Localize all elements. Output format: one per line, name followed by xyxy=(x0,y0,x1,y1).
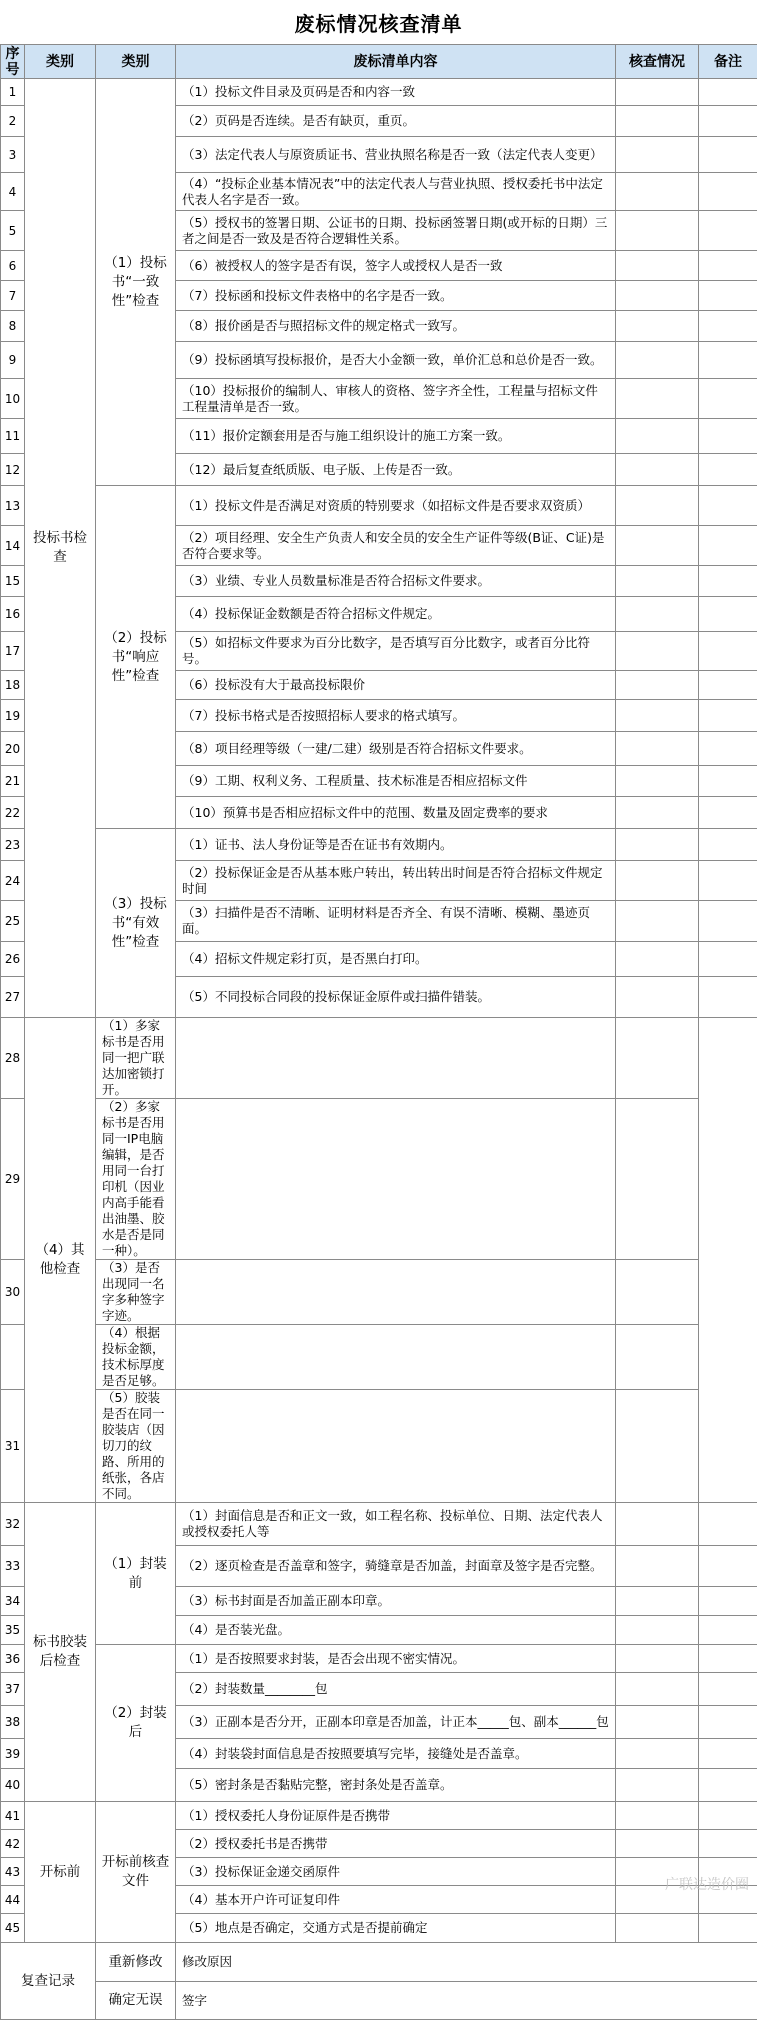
checklist-item-text: （3）法定代表人与原资质证书、营业执照名称是否一致（法定代表人变更） xyxy=(176,137,616,173)
checklist-item-text: （1）授权委托人身份证原件是否携带 xyxy=(176,1802,616,1830)
table-row xyxy=(1,1390,757,1503)
remark-cell[interactable] xyxy=(699,1673,757,1706)
row-number: 15 xyxy=(1,566,25,597)
check-status-cell[interactable] xyxy=(616,1546,699,1587)
checklist-item-text: （7）投标书格式是否按照招标人要求的格式填写。 xyxy=(176,700,616,732)
row-number: 38 xyxy=(1,1706,25,1739)
checklist-item-text: （12）最后复查纸质版、电子版、上传是否一致。 xyxy=(176,454,616,486)
remark-cell[interactable] xyxy=(699,454,757,486)
subgroup-label-responsiveness: （2）投标书“响应性”检查 xyxy=(96,486,176,829)
check-status-cell[interactable] xyxy=(616,861,699,901)
checklist-item-text: （3）投标保证金递交函原件 xyxy=(176,1858,616,1886)
review-signature-cell[interactable]: 签字 xyxy=(176,1982,757,2020)
check-status-cell[interactable] xyxy=(616,732,699,766)
remark-cell[interactable] xyxy=(699,766,757,797)
table-row xyxy=(1,1018,757,1099)
check-status-cell[interactable] xyxy=(616,342,699,379)
row-number: 13 xyxy=(1,486,25,526)
check-status-cell[interactable] xyxy=(616,1769,699,1802)
checklist-item-text: （2）逐页检查是否盖章和签字，骑缝章是否加盖，封面章及签字是否完整。 xyxy=(176,1546,616,1587)
header-category-1: 类别 xyxy=(25,45,96,79)
remark-cell[interactable] xyxy=(699,1587,757,1616)
check-status-cell[interactable] xyxy=(616,1587,699,1616)
row-number: 39 xyxy=(1,1739,25,1769)
row-number: 43 xyxy=(1,1858,25,1886)
check-status-cell[interactable] xyxy=(616,829,699,861)
remark-cell[interactable] xyxy=(699,281,757,311)
group-label-review-record: 复查记录 xyxy=(1,1943,96,2020)
checklist-item-text: （10）预算书是否相应招标文件中的范围、数量及固定费率的要求 xyxy=(176,797,616,829)
row-number: 7 xyxy=(1,281,25,311)
checklist-item-text: （2）投标保证金是否从基本账户转出，转出转出时间是否符合招标文件规定时间 xyxy=(176,861,616,901)
row-number: 25 xyxy=(1,901,25,942)
row-number: 31 xyxy=(1,1390,25,1503)
remark-cell[interactable] xyxy=(699,106,757,137)
row-number: 8 xyxy=(1,311,25,342)
check-status-cell[interactable] xyxy=(616,79,699,106)
review-reason-cell[interactable]: 修改原因 xyxy=(176,1943,757,1982)
subgroup-label-other: （4）其他检查 xyxy=(25,1018,96,1503)
check-status-cell[interactable] xyxy=(616,1914,699,1943)
checklist-item-text: （4）基本开户许可证复印件 xyxy=(176,1886,616,1914)
row-number: 6 xyxy=(1,251,25,281)
check-status-cell[interactable] xyxy=(176,1099,616,1260)
row-number: 28 xyxy=(1,1018,25,1099)
remark-cell[interactable] xyxy=(699,829,757,861)
remark-cell[interactable] xyxy=(616,1018,699,1099)
check-status-cell[interactable] xyxy=(616,632,699,671)
remark-cell[interactable] xyxy=(699,1914,757,1943)
table-row xyxy=(1,486,757,526)
row-number: 5 xyxy=(1,211,25,251)
remark-cell[interactable] xyxy=(699,211,757,251)
row-number: 12 xyxy=(1,454,25,486)
subgroup-label-validity: （3）投标书“有效性”检查 xyxy=(96,829,176,1018)
check-status-cell[interactable] xyxy=(616,597,699,632)
checklist-item-text: （2）封装数量________包 xyxy=(176,1673,616,1706)
row-number: 34 xyxy=(1,1587,25,1616)
checklist-table xyxy=(0,44,757,2020)
table-row xyxy=(1,1802,757,1830)
row-number: 11 xyxy=(1,419,25,454)
row-number: 14 xyxy=(1,526,25,566)
checklist-item-text: （10）投标报价的编制人、审核人的资格、签字齐全性，工程量与招标文件工程量清单是否一致。 xyxy=(176,379,616,419)
table-row xyxy=(1,1645,757,1673)
remark-cell[interactable] xyxy=(699,566,757,597)
row-number: 10 xyxy=(1,379,25,419)
row-number: 19 xyxy=(1,700,25,732)
checklist-item-text: （9）投标函填写投标报价，是否大小金额一致，单价汇总和总价是否一致。 xyxy=(176,342,616,379)
group-label-bid-check: 投标书检查 xyxy=(25,79,96,1018)
table-row xyxy=(1,1325,757,1390)
header-remark: 备注 xyxy=(699,45,757,79)
table-row xyxy=(1,829,757,861)
checklist-item-text: （4）是否装光盘。 xyxy=(176,1616,616,1645)
remark-cell[interactable] xyxy=(699,671,757,700)
row-number: 22 xyxy=(1,797,25,829)
check-status-cell[interactable] xyxy=(176,1390,616,1503)
header-row xyxy=(1,45,757,79)
row-number: 3 xyxy=(1,137,25,173)
row-number: 20 xyxy=(1,732,25,766)
checklist-item-text: （6）投标没有大于最高投标限价 xyxy=(176,671,616,700)
check-status-cell[interactable] xyxy=(616,942,699,977)
check-status-cell[interactable] xyxy=(616,173,699,211)
remark-cell[interactable] xyxy=(699,251,757,281)
checklist-item-text: （1）封面信息是否和正文一致，如工程名称、投标单位、日期、法定代表人或授权委托人等 xyxy=(176,1503,616,1546)
remark-cell[interactable] xyxy=(699,311,757,342)
page-title: 废标情况核查清单 xyxy=(0,0,757,44)
row-number: 18 xyxy=(1,671,25,700)
review-row xyxy=(1,1982,757,2020)
table-row xyxy=(1,1503,757,1546)
checklist-item-text: （4）投标保证金数额是否符合招标文件规定。 xyxy=(176,597,616,632)
checklist-item-text: （4）招标文件规定彩打页，是否黑白打印。 xyxy=(176,942,616,977)
remark-cell[interactable] xyxy=(699,419,757,454)
checklist-item-text: （3）业绩、专业人员数量标准是否符合招标文件要求。 xyxy=(176,566,616,597)
remark-cell[interactable] xyxy=(699,942,757,977)
group-label-post-binding: 标书胶装后检查 xyxy=(25,1503,96,1802)
checklist-item-text: （1）多家标书是否用同一把广联达加密锁打开。 xyxy=(96,1018,176,1099)
row-number: 26 xyxy=(1,942,25,977)
remark-cell[interactable] xyxy=(699,1546,757,1587)
remark-cell[interactable] xyxy=(699,797,757,829)
checklist-item-text: （3）是否出现同一名字多种签字字迹。 xyxy=(96,1260,176,1325)
checklist-item-text: （8）报价函是否与照招标文件的规定格式一致写。 xyxy=(176,311,616,342)
checklist-item-text: （9）工期、权利义务、工程质量、技术标准是否相应招标文件 xyxy=(176,766,616,797)
remark-cell[interactable] xyxy=(699,597,757,632)
checklist-body xyxy=(1,79,757,2020)
remark-cell[interactable] xyxy=(699,79,757,106)
row-number xyxy=(1,1325,25,1390)
remark-cell[interactable] xyxy=(699,700,757,732)
row-number: 16 xyxy=(1,597,25,632)
check-status-cell[interactable] xyxy=(176,1018,616,1099)
check-status-cell[interactable] xyxy=(616,1645,699,1673)
remark-cell[interactable] xyxy=(699,1616,757,1645)
row-number: 44 xyxy=(1,1886,25,1914)
check-status-cell[interactable] xyxy=(616,1706,699,1739)
remark-cell[interactable] xyxy=(699,1769,757,1802)
row-number: 9 xyxy=(1,342,25,379)
subgroup-label-after-sealing: （2）封装后 xyxy=(96,1645,176,1802)
checklist-item-text: （2）页码是否连续。是否有缺页，重页。 xyxy=(176,106,616,137)
header-no: 序号 xyxy=(1,45,25,79)
row-number: 4 xyxy=(1,173,25,211)
remark-cell[interactable] xyxy=(699,1830,757,1858)
row-number: 45 xyxy=(1,1914,25,1943)
row-number: 24 xyxy=(1,861,25,901)
checklist-item-text: （5）胶装是否在同一胶装店（因切刀的纹路、所用的纸张，各店不同。 xyxy=(96,1390,176,1503)
row-number: 37 xyxy=(1,1673,25,1706)
row-number: 33 xyxy=(1,1546,25,1587)
row-number: 35 xyxy=(1,1616,25,1645)
remark-cell[interactable] xyxy=(699,901,757,942)
row-number: 32 xyxy=(1,1503,25,1546)
checklist-item-text: （1）证书、法人身份证等是否在证书有效期内。 xyxy=(176,829,616,861)
check-status-cell[interactable] xyxy=(616,700,699,732)
check-status-cell[interactable] xyxy=(616,977,699,1018)
remark-cell[interactable] xyxy=(699,486,757,526)
row-number: 42 xyxy=(1,1830,25,1858)
table-row xyxy=(1,1260,757,1325)
watermark: 广联达造价圈 xyxy=(665,1874,749,1894)
row-number: 27 xyxy=(1,977,25,1018)
remark-cell[interactable] xyxy=(699,1645,757,1673)
remark-cell[interactable] xyxy=(616,1390,699,1503)
header-content: 废标清单内容 xyxy=(176,45,616,79)
row-number: 21 xyxy=(1,766,25,797)
review-row xyxy=(1,1943,757,1982)
checklist-item-text: （11）报价定额套用是否与施工组织设计的施工方案一致。 xyxy=(176,419,616,454)
remark-cell[interactable] xyxy=(699,977,757,1018)
subgroup-label-opening-files: 开标前核查文件 xyxy=(96,1802,176,1943)
row-number: 41 xyxy=(1,1802,25,1830)
remark-cell[interactable] xyxy=(699,732,757,766)
remark-cell[interactable] xyxy=(699,526,757,566)
remark-cell[interactable] xyxy=(699,1802,757,1830)
row-number: 17 xyxy=(1,632,25,671)
group-label-before-opening: 开标前 xyxy=(25,1802,96,1943)
checklist-item-text: （3）正副本是否分开，正副本印章是否加盖，计正本_____包、副本______包 xyxy=(176,1706,616,1739)
check-status-cell[interactable] xyxy=(616,454,699,486)
remark-cell[interactable] xyxy=(699,342,757,379)
row-number: 30 xyxy=(1,1260,25,1325)
remark-cell[interactable] xyxy=(699,137,757,173)
check-status-cell[interactable] xyxy=(616,1503,699,1546)
check-status-cell[interactable] xyxy=(616,671,699,700)
remark-cell[interactable] xyxy=(616,1099,699,1260)
check-status-cell[interactable] xyxy=(616,1830,699,1858)
check-status-cell[interactable] xyxy=(616,137,699,173)
checklist-item-text: （4）根据投标金额，技术标厚度是否足够。 xyxy=(96,1325,176,1390)
checklist-item-text: （8）项目经理等级（一建/二建）级别是否符合招标文件要求。 xyxy=(176,732,616,766)
checklist-item-text: （2）项目经理、安全生产负责人和安全员的安全生产证件等级(B证、C证)是否符合要求等。 xyxy=(176,526,616,566)
checklist-item-text: （5）授权书的签署日期、公证书的日期、投标函签署日期(或开标的日期）三者之间是否一致及是否符合逻辑性关系。 xyxy=(176,211,616,251)
check-status-cell[interactable] xyxy=(176,1325,616,1390)
check-status-cell[interactable] xyxy=(616,566,699,597)
check-status-cell[interactable] xyxy=(616,901,699,942)
row-number: 1 xyxy=(1,79,25,106)
check-status-cell[interactable] xyxy=(616,1616,699,1645)
check-status-cell[interactable] xyxy=(616,251,699,281)
row-number: 36 xyxy=(1,1645,25,1673)
checklist-item-text: （1）投标文件是否满足对资质的特别要求（如招标文件是否要求双资质） xyxy=(176,486,616,526)
check-status-cell[interactable] xyxy=(616,379,699,419)
table-row xyxy=(1,79,757,106)
checklist-item-text: （3）扫描件是否不清晰、证明材料是否齐全、有误不清晰、模糊、墨迹页面。 xyxy=(176,901,616,942)
check-status-cell[interactable] xyxy=(616,106,699,137)
checklist-item-text: （6）被授权人的签字是否有误，签字人或授权人是否一致 xyxy=(176,251,616,281)
check-status-cell[interactable] xyxy=(616,281,699,311)
check-status-cell[interactable] xyxy=(616,797,699,829)
subgroup-label-before-sealing: （1）封装前 xyxy=(96,1503,176,1645)
remark-cell[interactable] xyxy=(699,1706,757,1739)
checklist-item-text: （5）地点是否确定，交通方式是否提前确定 xyxy=(176,1914,616,1943)
header-check-status: 核查情况 xyxy=(616,45,699,79)
header-category-2: 类别 xyxy=(96,45,176,79)
review-label-confirm: 确定无误 xyxy=(96,1982,176,2020)
check-status-cell[interactable] xyxy=(616,1802,699,1830)
remark-cell[interactable] xyxy=(699,632,757,671)
check-status-cell[interactable] xyxy=(616,1739,699,1769)
remark-cell[interactable] xyxy=(699,861,757,901)
remark-cell[interactable] xyxy=(699,1503,757,1546)
review-label-modify: 重新修改 xyxy=(96,1943,176,1982)
row-number: 2 xyxy=(1,106,25,137)
check-status-cell[interactable] xyxy=(616,211,699,251)
check-status-cell[interactable] xyxy=(616,419,699,454)
check-status-cell[interactable] xyxy=(616,1673,699,1706)
remark-cell[interactable] xyxy=(616,1260,699,1325)
checklist-item-text: （4）封装袋封面信息是否按照要填写完毕，接缝处是否盖章。 xyxy=(176,1739,616,1769)
check-status-cell[interactable] xyxy=(176,1260,616,1325)
checklist-item-text: （4）“投标企业基本情况表”中的法定代表人与营业执照、授权委托书中法定代表人名字是否一致。 xyxy=(176,173,616,211)
check-status-cell[interactable] xyxy=(616,311,699,342)
remark-cell[interactable] xyxy=(699,173,757,211)
check-status-cell[interactable] xyxy=(616,486,699,526)
subgroup-label-consistency: （1）投标书“一致性”检查 xyxy=(96,79,176,486)
remark-cell[interactable] xyxy=(699,1739,757,1769)
checklist-item-text: （1）投标文件目录及页码是否和内容一致 xyxy=(176,79,616,106)
checklist-item-text: （1）是否按照要求封装，是否会出现不密实情况。 xyxy=(176,1645,616,1673)
checklist-item-text: （7）投标函和投标文件表格中的名字是否一致。 xyxy=(176,281,616,311)
check-status-cell[interactable] xyxy=(616,766,699,797)
checklist-item-text: （2）多家标书是否用同一IP电脑编辑，是否用同一台打印机（因业内高手能看出油墨、胶水是否是同一种）。 xyxy=(96,1099,176,1260)
checklist-item-text: （5）不同投标合同段的投标保证金原件或扫描件错装。 xyxy=(176,977,616,1018)
row-number: 40 xyxy=(1,1769,25,1802)
checklist-item-text: （2）授权委托书是否携带 xyxy=(176,1830,616,1858)
remark-cell[interactable] xyxy=(616,1325,699,1390)
check-status-cell[interactable] xyxy=(616,526,699,566)
checklist-item-text: （3）标书封面是否加盖正副本印章。 xyxy=(176,1587,616,1616)
table-row xyxy=(1,1099,757,1260)
row-number: 23 xyxy=(1,829,25,861)
checklist-item-text: （5）密封条是否黏贴完整，密封条处是否盖章。 xyxy=(176,1769,616,1802)
remark-cell[interactable] xyxy=(699,379,757,419)
row-number: 29 xyxy=(1,1099,25,1260)
checklist-item-text: （5）如招标文件要求为百分比数字，是否填写百分比数字，或者百分比符号。 xyxy=(176,632,616,671)
